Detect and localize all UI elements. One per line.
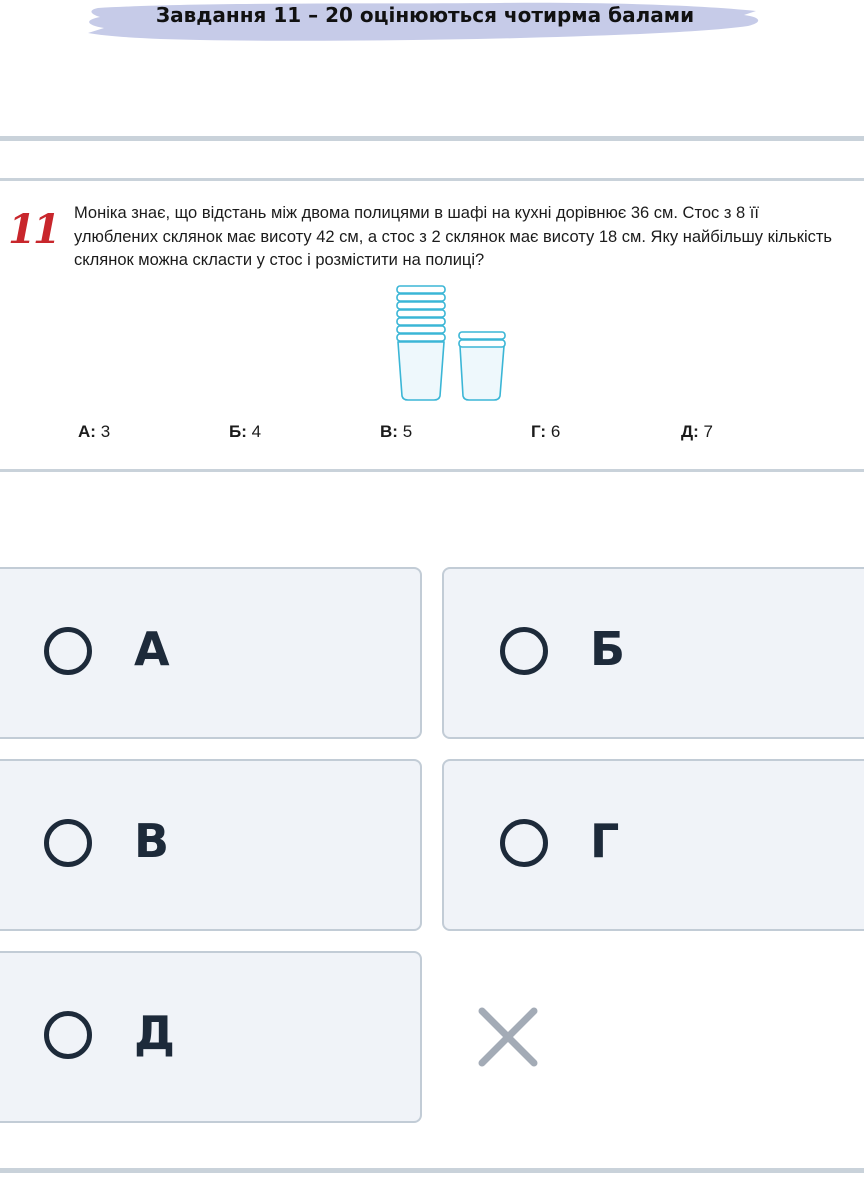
option-d: Д: 7 (681, 422, 713, 441)
answer-card-a[interactable] (0, 567, 422, 739)
divider (0, 136, 864, 141)
answer-card-d[interactable] (0, 951, 422, 1123)
answer-card-g[interactable] (442, 759, 864, 931)
option-a: А: 3 (78, 422, 111, 441)
glasses-illustration (388, 282, 518, 409)
divider (0, 178, 864, 181)
answer-label: Д (134, 1006, 175, 1060)
answer-label: А (134, 622, 170, 676)
option-g: Г: 6 (531, 422, 561, 441)
radio-circle-icon (44, 627, 92, 675)
radio-circle-icon (500, 627, 548, 675)
option-b: Б: 4 (229, 422, 262, 441)
radio-circle-icon (44, 819, 92, 867)
radio-circle-icon (44, 1011, 92, 1059)
answer-label: Г (590, 814, 620, 868)
question-text: Моніка знає, що відстань між двома полицями в шафі на кухні дорівнює 36 см. Стос з 8 її улюблених склянок має висоту 42 см, а стос з 2 склянок має висоту 18 см. Яку найбільшу кількість склянок можна скласти у стос і розмістити на полиці? (74, 204, 833, 269)
answer-card-v[interactable] (0, 759, 422, 931)
close-icon[interactable] (476, 1005, 540, 1069)
answer-label: Б (590, 622, 626, 676)
radio-circle-icon (500, 819, 548, 867)
divider (0, 469, 864, 472)
banner-title: Завдання 11 – 20 оцінюються чотирма балами (155, 3, 695, 27)
section-banner (80, 0, 770, 48)
answer-card-b[interactable] (442, 567, 864, 739)
divider (0, 1168, 864, 1173)
option-v: В: 5 (380, 422, 413, 441)
task-number: 11 (8, 206, 58, 253)
answer-label: В (134, 814, 170, 868)
